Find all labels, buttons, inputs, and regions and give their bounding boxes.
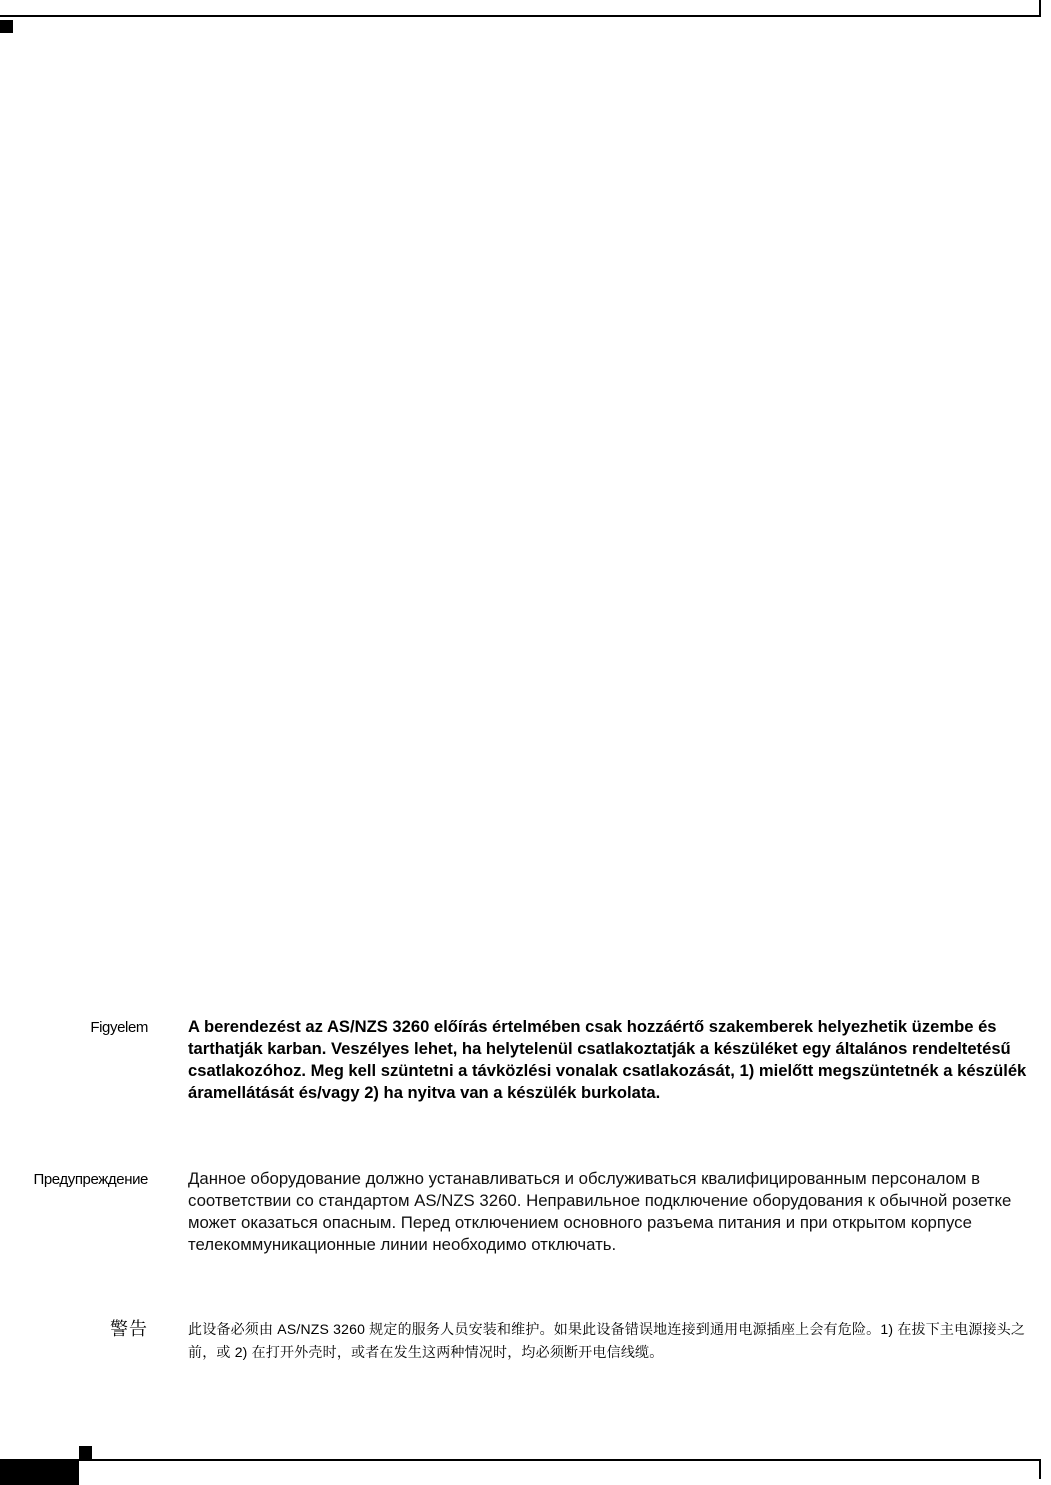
warning-label-hungarian: Figyelem — [90, 1019, 148, 1036]
footer-page-tab — [0, 1461, 79, 1485]
warning-text-chinese: 此设备必须由 AS/NZS 3260 规定的服务人员安装和维护。如果此设备错误地连接到通用电源插座上会有危险。1) 在拔下主电源接头之前，或 2) 在打开外壳时，或者在发生这两种情况时，均必须断开电信线缆。 — [188, 1321, 1026, 1360]
footer-rule-end-mark — [1039, 1459, 1041, 1479]
header-corner-mark — [0, 20, 13, 33]
footer-corner-mark — [79, 1446, 92, 1459]
warning-label-russian: Предупреждение — [33, 1171, 148, 1188]
warning-text-russian: Данное оборудование должно устанавливаться и обслуживаться квалифицированным персоналом в соответствии со стандартом AS/NZS 3260. Неправильное подключение оборудования к обычной розетке может оказаться опасным. Перед отключением основного разъема питания и при открытом корпусе телекоммуникационные линии необходимо отключать. — [188, 1169, 1012, 1254]
footer-rule — [0, 1459, 1040, 1461]
warning-label-chinese: 警告 — [110, 1319, 148, 1339]
header-rule — [0, 15, 1040, 17]
header-rule-end-mark — [1039, 0, 1041, 17]
warning-text-hungarian: A berendezést az AS/NZS 3260 előírás értelmében csak hozzáértő szakemberek helyezhetik üzembe és tarthatják karban. Veszélyes lehet, ha helytelenül csatlakoztatják a készüléket egy általános rendeltetésű csatlakozóhoz. Meg kell szüntetni a távközlési vonalak csatlakozását, 1) mielőtt megszüntetnék a készülék áramellátását és/vagy 2) ha nyitva van a készülék burkolata. — [188, 1017, 1027, 1102]
